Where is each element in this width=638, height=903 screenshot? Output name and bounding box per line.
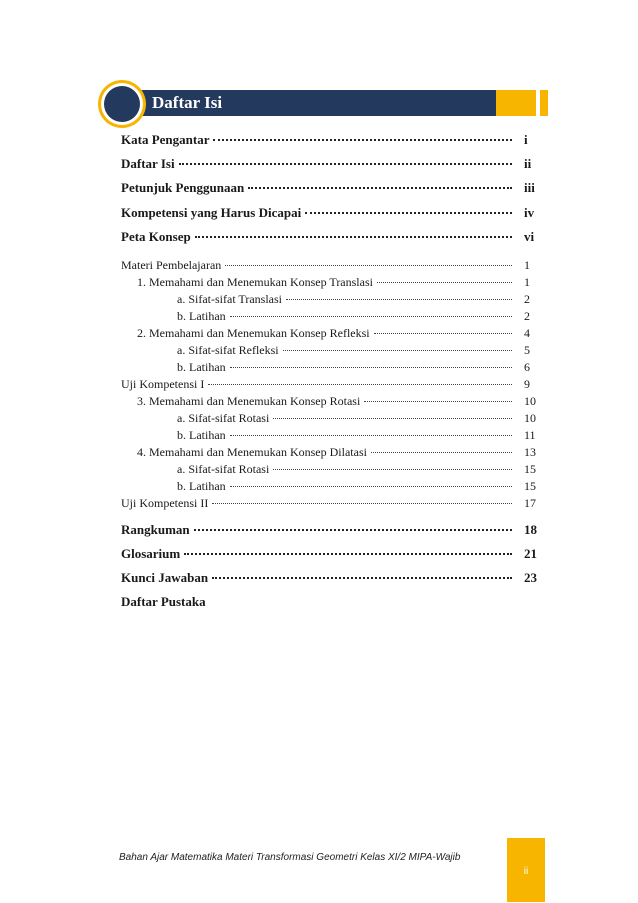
toc-entry-label: Daftar Isi bbox=[121, 156, 175, 171]
toc-entry-label: Kata Pengantar bbox=[121, 132, 210, 147]
toc-entry-label: Daftar Pustaka bbox=[121, 594, 206, 609]
toc-entry-page: 15 bbox=[524, 479, 536, 493]
toc-entry-page: 1 bbox=[524, 258, 530, 272]
toc-entry-page: 4 bbox=[524, 326, 530, 340]
toc-entry-label: b. Latihan bbox=[177, 360, 226, 374]
toc-entry[interactable] bbox=[121, 445, 536, 463]
toc-leader-dots bbox=[230, 315, 512, 317]
toc-leader-dots bbox=[184, 552, 512, 555]
header-circle-core bbox=[104, 86, 140, 122]
toc-entry-label: 4. Memahami dan Menemukan Konsep Dilatasi bbox=[137, 445, 367, 459]
toc-leader-dots bbox=[377, 281, 512, 283]
toc-leader-dots bbox=[194, 528, 512, 531]
toc-entry[interactable] bbox=[121, 462, 536, 480]
footer-text: Bahan Ajar Matematika Materi Transformasi Geometri Kelas XI/2 MIPA-Wajib bbox=[119, 852, 461, 863]
toc-entry-page: 11 bbox=[524, 428, 536, 442]
toc-entry-label: 3. Memahami dan Menemukan Konsep Rotasi bbox=[137, 394, 361, 408]
toc-entry[interactable] bbox=[121, 132, 528, 150]
toc-entry-page: 17 bbox=[524, 496, 536, 510]
toc-entry-label: a. Sifat-sifat Rotasi bbox=[177, 462, 270, 476]
toc-entry-page: vi bbox=[524, 229, 535, 244]
toc-entry[interactable] bbox=[121, 522, 537, 540]
toc-leader-dots bbox=[305, 211, 512, 214]
toc-entry-page: iv bbox=[524, 205, 535, 220]
toc-entry-page: 23 bbox=[524, 570, 537, 585]
toc-entry-label: b. Latihan bbox=[177, 428, 226, 442]
toc-entry-label: a. Sifat-sifat Translasi bbox=[177, 292, 282, 306]
toc-entry[interactable] bbox=[121, 411, 536, 429]
toc-entry[interactable] bbox=[121, 205, 535, 223]
toc-entry[interactable] bbox=[121, 570, 537, 588]
toc-entry-label: Rangkuman bbox=[121, 522, 190, 537]
toc-entry-label: Uji Kompetensi I bbox=[121, 377, 205, 391]
toc-leader-dots bbox=[286, 298, 512, 300]
toc-leader-dots bbox=[248, 186, 512, 189]
toc-entry-label: 2. Memahami dan Menemukan Konsep Refleksi bbox=[137, 326, 370, 340]
toc-entry-page: 1 bbox=[524, 275, 530, 289]
toc-entry-page: 13 bbox=[524, 445, 536, 459]
toc-leader-dots bbox=[230, 434, 512, 436]
toc-entry[interactable] bbox=[121, 309, 530, 327]
toc-entry-page: 2 bbox=[524, 309, 530, 323]
toc-leader-dots bbox=[179, 162, 512, 165]
toc-entry-page: 10 bbox=[524, 411, 536, 425]
toc-entry-page: 18 bbox=[524, 522, 537, 537]
toc-leader-dots bbox=[208, 383, 512, 385]
toc-entry-label: b. Latihan bbox=[177, 479, 226, 493]
toc-entry-label: 1. Memahami dan Menemukan Konsep Translasi bbox=[137, 275, 373, 289]
toc-entry[interactable] bbox=[121, 479, 536, 497]
toc-entry-page: 9 bbox=[524, 377, 530, 391]
toc-entry-label: a. Sifat-sifat Refleksi bbox=[177, 343, 279, 357]
toc-entry-label: b. Latihan bbox=[177, 309, 226, 323]
toc-leader-dots bbox=[371, 451, 512, 453]
toc-entry-page: ii bbox=[524, 156, 532, 171]
toc-entry[interactable] bbox=[121, 258, 530, 276]
header-accent-block bbox=[496, 90, 536, 116]
toc-entry[interactable] bbox=[121, 377, 530, 395]
toc-leader-dots bbox=[195, 235, 512, 238]
page-title: Daftar Isi bbox=[152, 93, 223, 112]
toc-entry-label: a. Sifat-sifat Rotasi bbox=[177, 411, 270, 425]
toc-leader-dots bbox=[225, 264, 512, 266]
toc-entry[interactable] bbox=[121, 275, 530, 293]
toc-entry[interactable] bbox=[121, 360, 530, 378]
toc-leader-dots bbox=[212, 502, 512, 504]
toc-entry[interactable] bbox=[121, 546, 537, 564]
toc-leader-dots bbox=[230, 485, 512, 487]
toc-entry[interactable] bbox=[121, 428, 536, 446]
toc-leader-dots bbox=[212, 576, 512, 579]
toc-entry-page: iii bbox=[524, 180, 535, 195]
toc-entry[interactable] bbox=[121, 156, 532, 174]
toc-entry[interactable] bbox=[121, 292, 530, 310]
toc-entry-page: 10 bbox=[524, 394, 536, 408]
toc-leader-dots bbox=[283, 349, 512, 351]
toc-entry-label: Glosarium bbox=[121, 546, 181, 561]
toc-entry[interactable] bbox=[121, 180, 535, 198]
toc-entry[interactable] bbox=[121, 496, 536, 514]
toc-entry-label: Uji Kompetensi II bbox=[121, 496, 209, 510]
toc-entry[interactable] bbox=[121, 343, 530, 361]
toc-leader-dots bbox=[230, 366, 512, 368]
toc-entry-page: 21 bbox=[524, 546, 537, 561]
header-accent-stripe bbox=[540, 90, 548, 116]
toc-leader-dots bbox=[273, 417, 512, 419]
toc-entry[interactable] bbox=[121, 594, 516, 612]
toc-entry-label: Peta Konsep bbox=[121, 229, 191, 244]
toc-entry-page: 15 bbox=[524, 462, 536, 476]
toc-entry-label: Kunci Jawaban bbox=[121, 570, 209, 585]
toc-leader-dots bbox=[374, 332, 512, 334]
toc-entry-label: Petunjuk Penggunaan bbox=[121, 180, 245, 195]
toc-leader-dots bbox=[364, 400, 512, 402]
toc-entry[interactable] bbox=[121, 394, 536, 412]
section-header bbox=[98, 74, 550, 126]
toc-entry[interactable] bbox=[121, 326, 530, 344]
toc-entry-page: 2 bbox=[524, 292, 530, 306]
footer-page-number: ii bbox=[523, 866, 529, 877]
toc-entry-label: Materi Pembelajaran bbox=[121, 258, 222, 272]
toc-leader-dots bbox=[213, 138, 512, 141]
toc-leader-dots bbox=[273, 468, 512, 470]
toc-entry-page: i bbox=[524, 132, 528, 147]
toc-entry[interactable] bbox=[121, 229, 535, 247]
toc-entry-page: 5 bbox=[524, 343, 530, 357]
toc-entry-page: 6 bbox=[524, 360, 530, 374]
toc-entry-label: Kompetensi yang Harus Dicapai bbox=[121, 205, 302, 220]
